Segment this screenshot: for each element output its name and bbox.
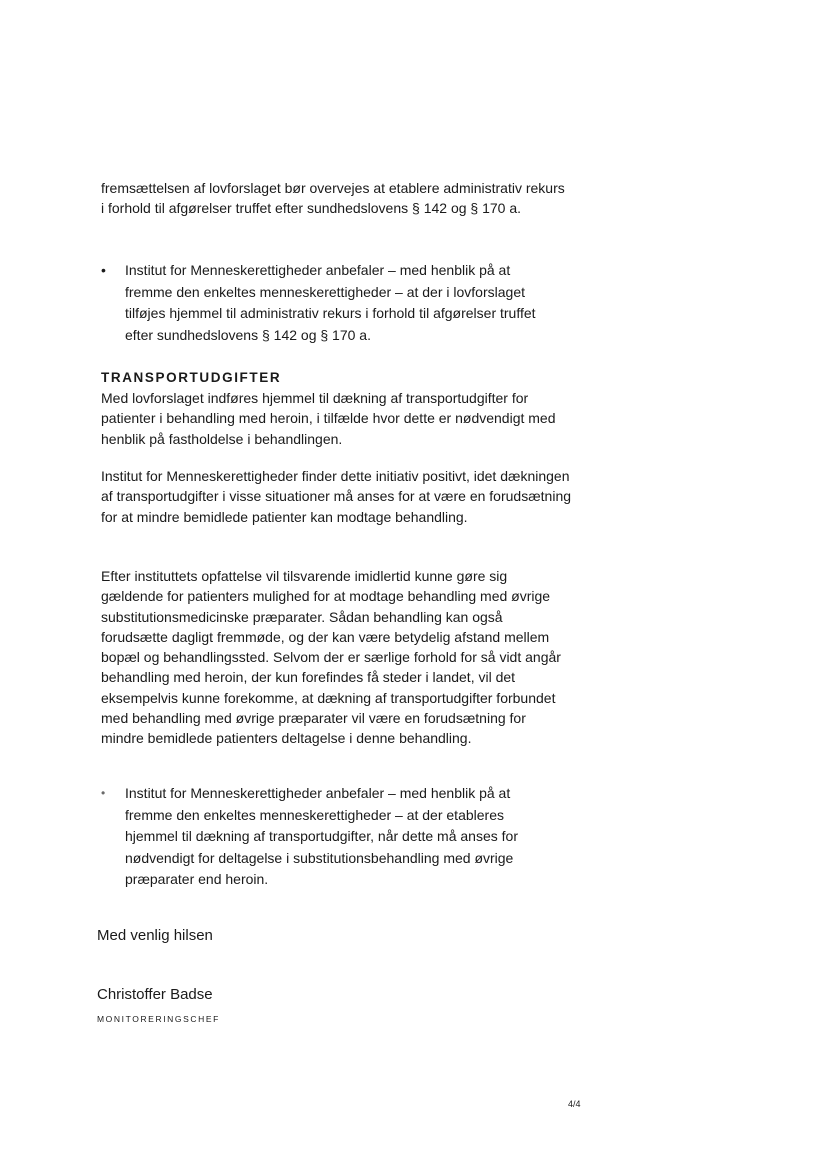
signatory-title: MONITORERINGSCHEF <box>97 1014 220 1024</box>
recommendation-text-1: Institut for Menneskerettigheder anbefaler – med henblik på at fremme den enkeltes menneskerettigheder – at der i lovforslaget tilføjes hjemmel til administrativ rekurs i forhold til afgørelser truffet efter sundhedslovens § 142 og § 170 a. <box>125 262 536 343</box>
section-paragraph-2: Institut for Menneskerettigheder finder dette initiativ positivt, idet dækningen af transportudgifter i visse situationer må anses for at være en forudsætning for at mindre bemidlede patienter kan modtage behandling. <box>101 468 572 525</box>
section-paragraph-1: Med lovforslaget indføres hjemmel til dækning af transportudgifter for patienter i behandling med heroin, i tilfælde hvor dette er nødvendigt med henblik på fastholdelse i behandlingen. <box>101 390 556 447</box>
closing-greeting: Med venlig hilsen <box>97 927 213 944</box>
section-heading: TRANSPORTUDGIFTER <box>101 370 282 385</box>
intro-paragraph: fremsættelsen af lovforslaget bør overvejes at etablere administrativ rekurs i forhold til afgørelser truffet efter sundhedslovens § 142 og § 170 a. <box>101 180 565 217</box>
recommendation-text-2: Institut for Menneskerettigheder anbefaler – med henblik på at fremme den enkeltes menneskerettigheder – at der etableres hjemmel til dækning af transportudgifter, når dette må anses for nødvendigt for deltagelse i substitutionsbehandling med øvrige præparater end heroin. <box>125 785 518 887</box>
section-paragraph-3: Efter instituttets opfattelse vil tilsvarende imidlertid kunne gøre sig gældende for patienters mulighed for at modtage behandling med øvrige substitutionsmedicinske præparater. Sådan behandling kan også forudsætte dagligt fremmøde, og der kan være betydelig afstand mellem bopæl og behandlingssted. Selvom der er særlige forhold for så vidt angår behandling med heroin, der kun forefindes få steder i landet, vil det eksempelvis kunne forekomme, at dækning af transportudgifter forbundet med behandling med øvrige præparater vil være en forudsætning for mindre bemidlede patienters deltagelse i denne behandling. <box>101 568 561 747</box>
signatory-name: Christoffer Badse <box>97 986 213 1003</box>
page-number: 4/4 <box>568 1099 581 1109</box>
bullet-icon: • <box>101 786 106 800</box>
bullet-icon: • <box>101 262 106 278</box>
